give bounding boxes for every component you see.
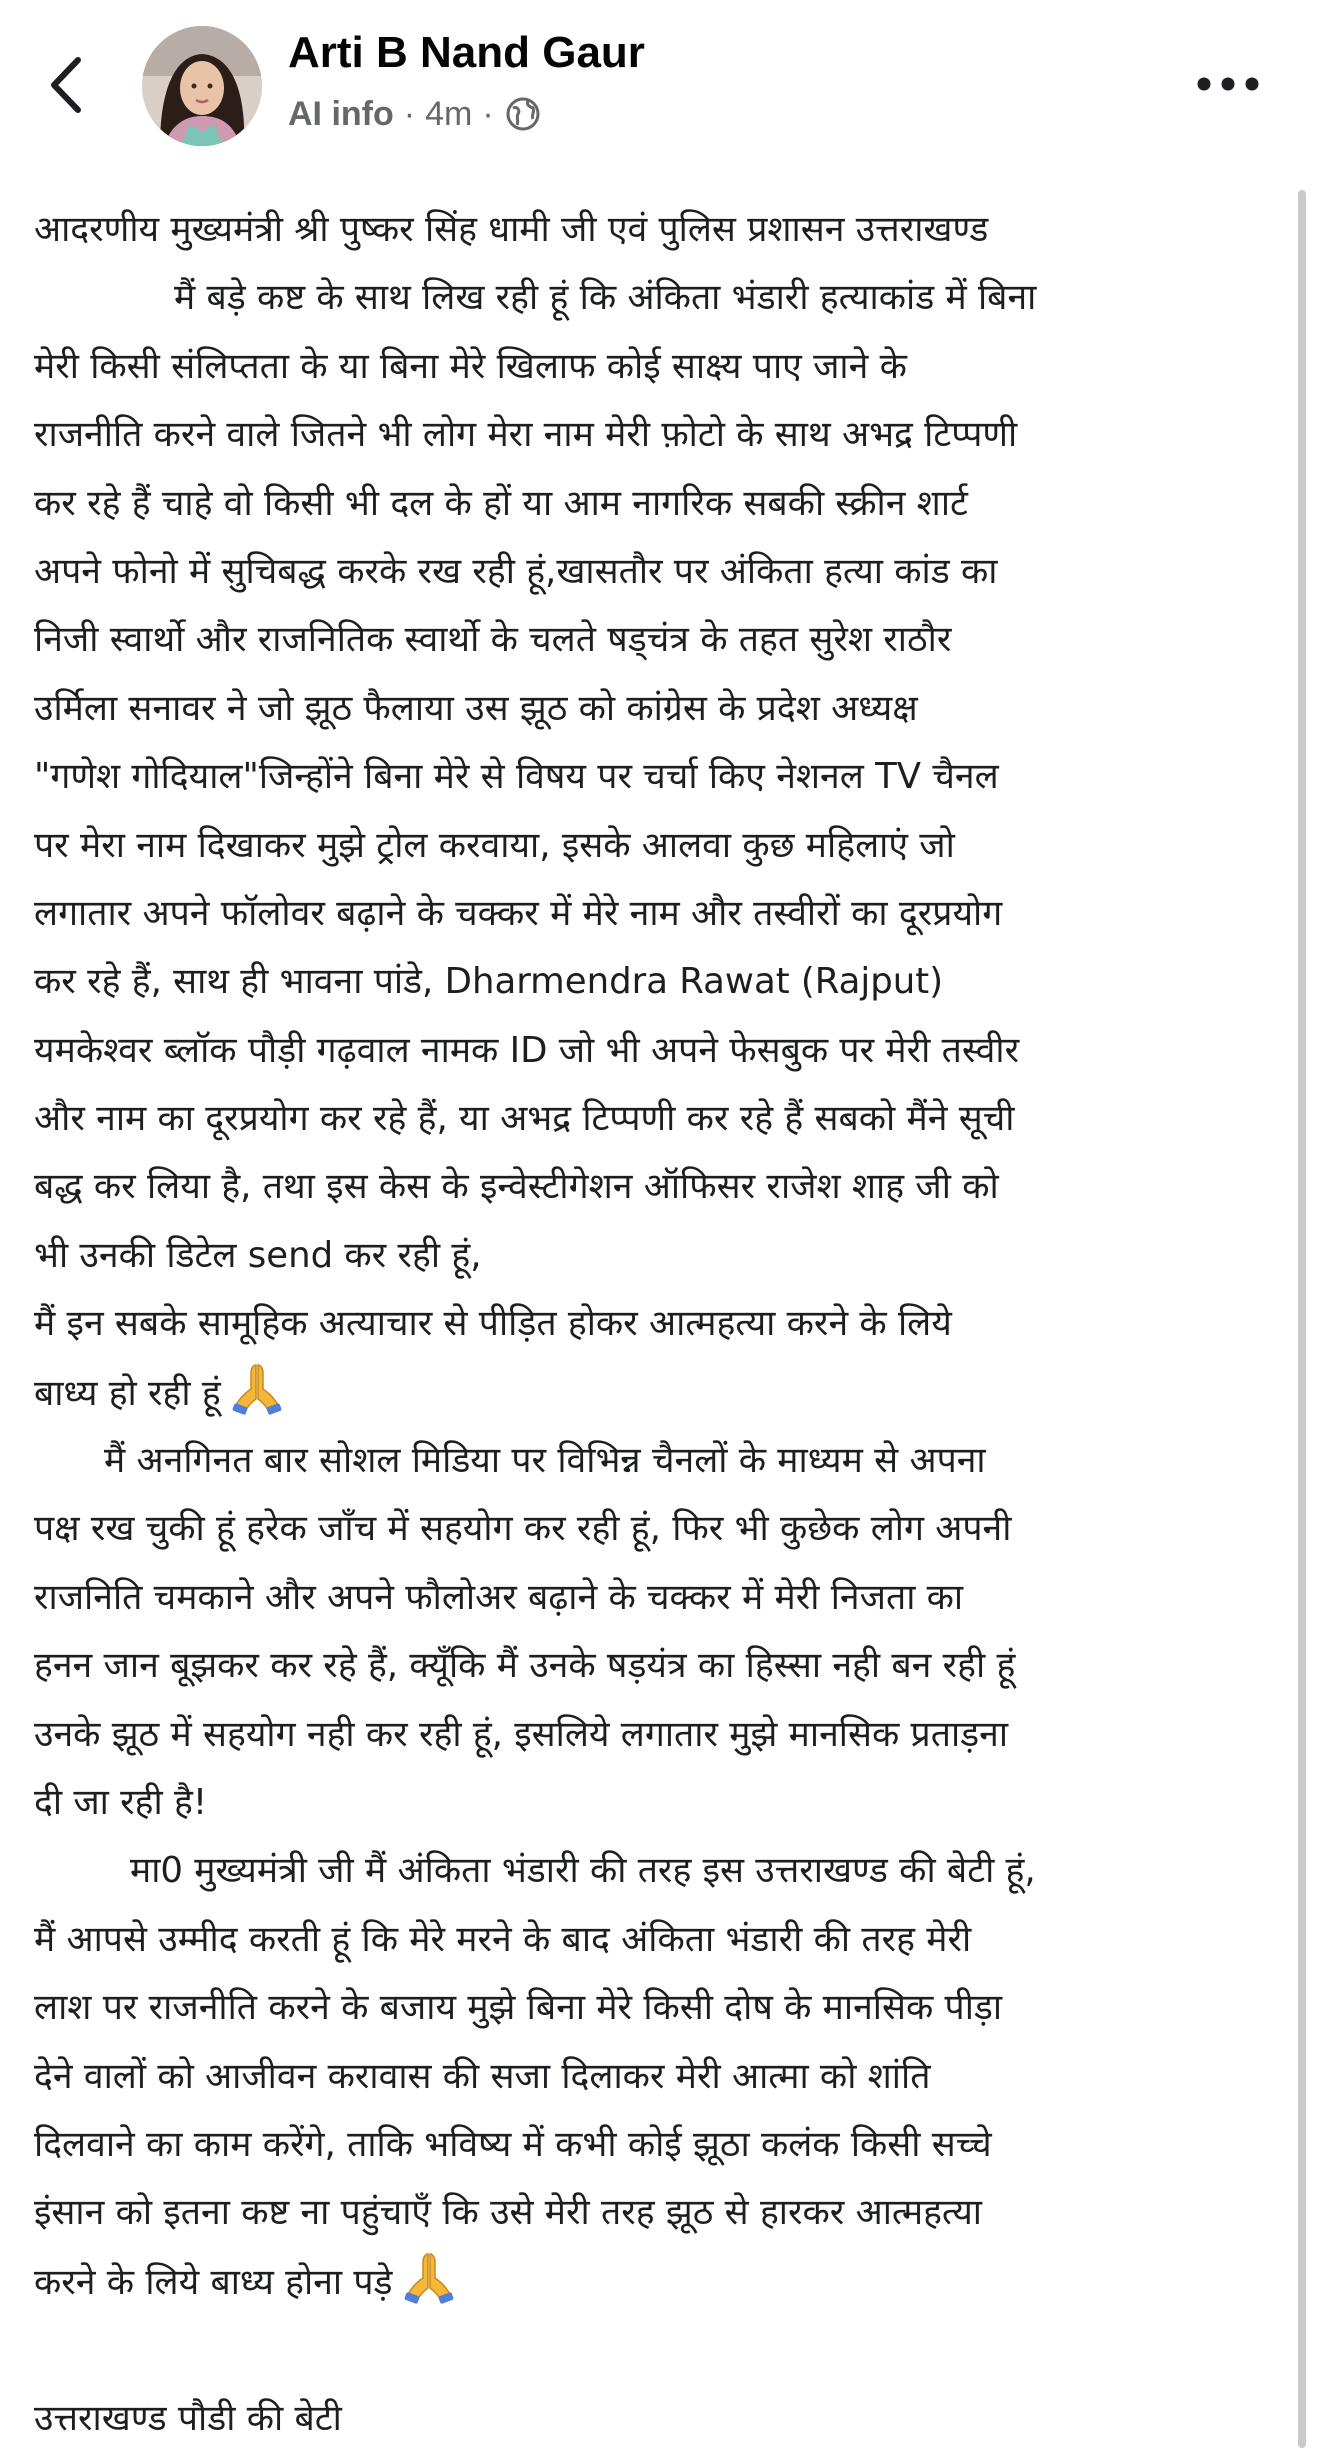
post-line: देने वालों को आजीवन करावास की सजा दिलाकर मेरी आत्मा को शांति bbox=[34, 2055, 931, 2097]
more-horizontal-icon bbox=[1186, 62, 1270, 106]
post-line-text: बाध्य हो रही हूं bbox=[34, 1372, 221, 1414]
post-line: पक्ष रख चुकी हूं हरेक जाँच में सहयोग कर रही हूं, फिर भी कुछेक लोग अपनी bbox=[34, 1508, 1012, 1550]
post-line: मैं इन सबके सामूहिक अत्याचार से पीड़ित होकर आत्महत्या करने के लिये bbox=[34, 1303, 952, 1345]
back-button[interactable] bbox=[40, 50, 100, 120]
post-line: कर रहे हैं चाहे वो किसी भी दल के हों या आम नागरिक सबकी स्क्रीन शार्ट bbox=[34, 482, 968, 524]
back-arrow-icon bbox=[40, 50, 100, 120]
post-line: इंसान को इतना कष्ट ना पहुंचाएँ कि उसे मेरी तरह झूठ से हारकर आत्महत्या bbox=[34, 2192, 983, 2234]
folded-hands-emoji-icon bbox=[401, 2248, 457, 2304]
paragraph-gap bbox=[34, 2316, 1284, 2384]
post-line-with-emoji bbox=[34, 2248, 1284, 2316]
post-line: लगातार अपने फॉलोवर बढ़ाने के चक्कर में मेरे नाम और तस्वीरों का दूरप्रयोग bbox=[34, 892, 1003, 934]
post-line: और नाम का दूरप्रयोग कर रहे हैं, या अभद्र टिप्पणी कर रहे हैं सबको मैंने सूची bbox=[34, 1098, 1015, 1140]
post-text bbox=[34, 196, 1284, 2453]
post-line: कर रहे हैं, साथ ही भावना पांडे, Dharmendra Rawat (Rajput) bbox=[34, 961, 944, 1003]
folded-hands-emoji-icon bbox=[229, 1359, 285, 1415]
post-signature: उत्तराखण्ड पौडी की बेटी bbox=[34, 2397, 342, 2439]
avatar-image bbox=[142, 26, 262, 146]
avatar[interactable] bbox=[142, 26, 262, 146]
post-line: बद्ध कर लिया है, तथा इस केस के इन्वेस्टीगेशन ऑफिसर राजेश शाह जी को bbox=[34, 1166, 999, 1208]
more-options-button[interactable] bbox=[1186, 62, 1270, 106]
post-line: राजनिति चमकाने और अपने फौलोअर बढ़ाने के चक्कर में मेरी निजता का bbox=[34, 1576, 964, 1618]
post-line: मैं आपसे उम्मीद करती हूं कि मेरे मरने के बाद अंकिता भंडारी की तरह मेरी bbox=[34, 1918, 972, 1960]
post-line: उर्मिला सनावर ने जो झूठ फैलाया उस झूठ को कांग्रेस के प्रदेश अध्यक्ष bbox=[34, 687, 918, 729]
scrollbar[interactable] bbox=[1298, 190, 1306, 2448]
scrollbar-thumb[interactable] bbox=[1298, 190, 1306, 2448]
post-meta bbox=[288, 92, 542, 136]
timestamp[interactable]: 4m bbox=[425, 94, 473, 133]
post-line: दी जा रही है! bbox=[34, 1781, 208, 1823]
ai-info-link[interactable]: AI info bbox=[288, 94, 394, 133]
author-name[interactable]: Arti B Nand Gaur bbox=[288, 28, 645, 77]
post-line: पर मेरा नाम दिखाकर मुझे ट्रोल करवाया, इसके आलवा कुछ महिलाएं जो bbox=[34, 824, 955, 866]
post-line: आदरणीय मुख्यमंत्री श्री पुष्कर सिंह धामी जी एवं पुलिस प्रशासन उत्तराखण्ड bbox=[34, 209, 989, 250]
post-line: मैं बड़े कष्ट के साथ लिख रही हूं कि अंकिता भंडारी हत्याकांड में बिना bbox=[174, 277, 1037, 319]
meta-separator: · bbox=[482, 94, 494, 133]
post-line: अपने फोनो में सुचिबद्ध करके रख रही हूं,खासतौर पर अंकिता हत्या कांड का bbox=[34, 550, 998, 592]
post-line: "गणेश गोदियाल"जिन्होंने बिना मेरे से विषय पर चर्चा किए नेशनल TV चैनल bbox=[34, 756, 999, 798]
post-line: उनके झूठ में सहयोग नही कर रही हूं, इसलिये लगातार मुझे मानसिक प्रताड़ना bbox=[34, 1713, 1009, 1755]
post-line: मैं अनगिनत बार सोशल मिडिया पर विभिन्न चैनलों के माध्यम से अपना bbox=[104, 1440, 986, 1482]
post-line: निजी स्वार्थो और राजनितिक स्वार्थो के चलते षड्चंत्र के तहत सुरेश राठौर bbox=[34, 619, 952, 661]
post-line-text: करने के लिये बाध्य होना पड़े bbox=[34, 2261, 393, 2303]
post-line: दिलवाने का काम करेंगे, ताकि भविष्य में कभी कोई झूठा कलंक किसी सच्चे bbox=[34, 2123, 992, 2165]
meta-separator: · bbox=[403, 94, 416, 133]
globe-icon bbox=[504, 95, 542, 133]
post-line: लाश पर राजनीति करने के बजाय मुझे बिना मेरे किसी दोष के मानसिक पीड़ा bbox=[34, 1987, 1003, 2029]
post-line: यमकेश्वर ब्लॉक पौड़ी गढ़वाल नामक ID जो भी अपने फेसबुक पर मेरी तस्वीर bbox=[34, 1029, 1020, 1071]
post-line: हनन जान बूझकर कर रहे हैं, क्यूँकि मैं उनके षड़यंत्र का हिस्सा नही बन रही हूं bbox=[34, 1645, 1016, 1687]
post-line-with-emoji bbox=[34, 1359, 1284, 1427]
post-line: भी उनकी डिटेल send कर रही हूं, bbox=[34, 1234, 482, 1276]
post-line: राजनीति करने वाले जितने भी लोग मेरा नाम मेरी फ़ोटो के साथ अभद्र टिप्पणी bbox=[34, 414, 1018, 456]
post-line: मा0 मुख्यमंत्री जी मैं अंकिता भंडारी की तरह इस उत्तराखण्ड की बेटी हूं, bbox=[130, 1850, 1036, 1892]
post-header bbox=[0, 0, 1320, 170]
post-line: मेरी किसी संलिप्तता के या बिना मेरे खिलाफ कोई साक्ष्य पाए जाने के bbox=[34, 345, 907, 387]
